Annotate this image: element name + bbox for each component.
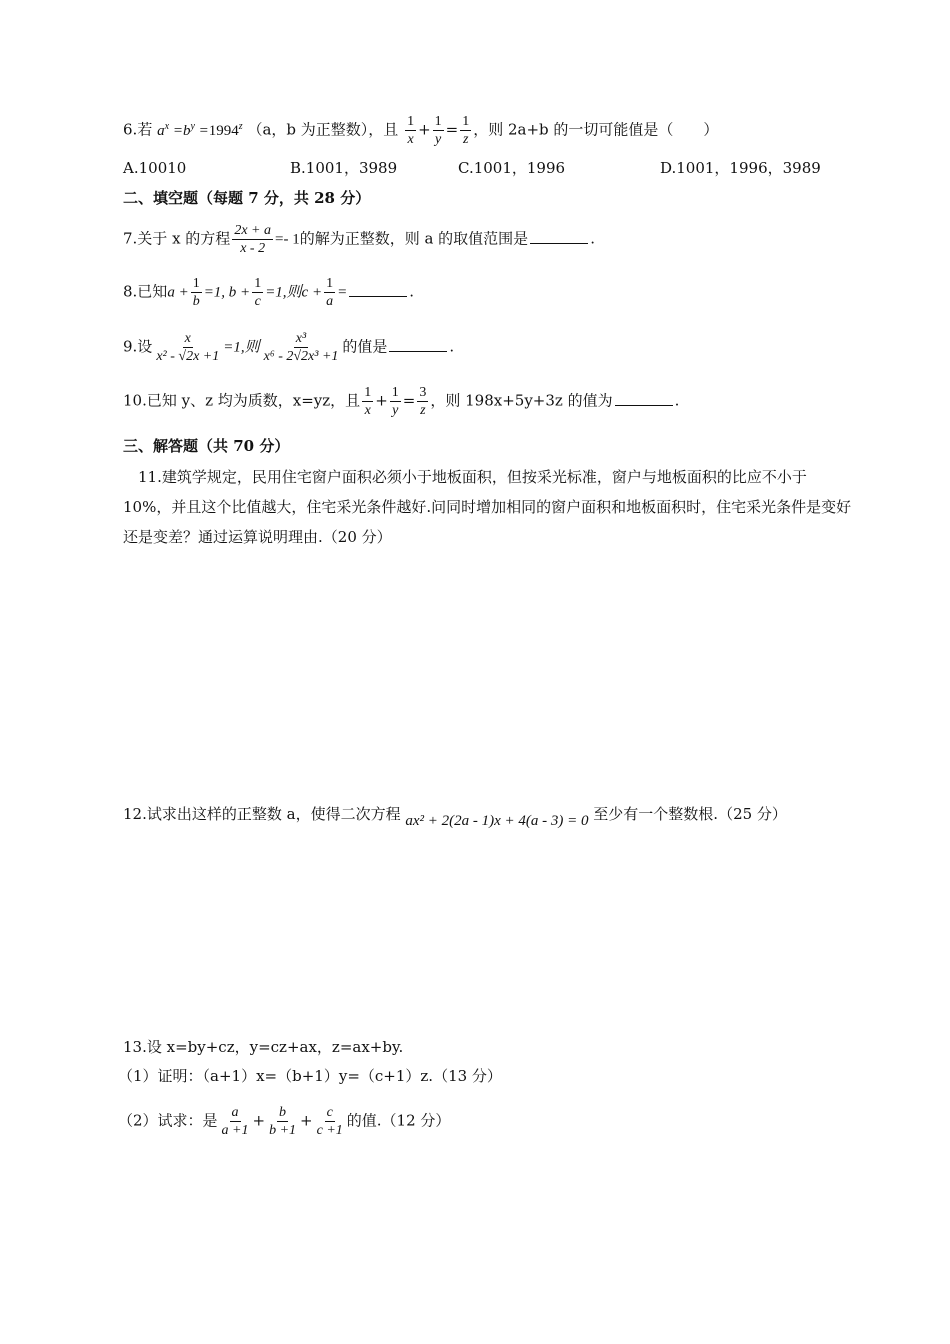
section-heading-solve: 三、解答题（共 70 分） — [123, 437, 290, 455]
question-13-stem: 13.设 x=by+cz，y=cz+ax，z=ax+by. — [123, 1038, 404, 1056]
fraction: $\frac{2x + a}{x - 2}$ — [234, 223, 271, 256]
quadratic-equation: ax² + 2(2a - 1)x + 4(a - 3) = 0 — [405, 813, 589, 829]
fraction: $\frac{1}{y}$ — [391, 385, 399, 418]
fraction: $\frac{b}{b +1}$ — [269, 1105, 297, 1138]
question-12: 12.试求出这样的正整数 a，使得二次方程 ax² + 2(2a - 1)x + 4(a - 3) = 0 至少有一个整数根.（25 分） — [123, 805, 787, 829]
fraction: $\frac{x}{\text{x² - √2x +1}}$ — [156, 331, 220, 364]
question-9: 9.设 $\frac{x}{\text{x² - √2x +1}}$ =1,则 $\frac{\text{x³}}{\text{x⁶ - 2√2x³ +1}}$ 的值是 . — [123, 331, 455, 364]
question-8: 8.已知a + $\frac{1}{b}$ =1, b + $\frac{1}{c}$ =1,则c + $\frac{1}{a}$ = . — [123, 276, 414, 309]
fraction: $\frac{1}{a}$ — [326, 276, 334, 309]
fraction: $\frac{1}{c}$ — [254, 276, 262, 309]
fraction: $\frac{1}{z}$ — [462, 114, 470, 147]
option-b: B.1001，3989 — [290, 159, 398, 177]
answer-blank[interactable] — [530, 229, 588, 244]
question-13-part-1: （1）证明：（a+1）x=（b+1）y=（c+1）z.（13 分） — [118, 1067, 502, 1085]
fraction: $\frac{c}{c +1}$ — [316, 1105, 343, 1138]
answer-blank[interactable] — [615, 391, 673, 406]
question-11: 11.建筑学规定，民用住宅窗户面积必须小于地板面积，但按采光标准，窗户与地板面积的比应不小于 10%，并且这个比值越大，住宅采光条件越好.问同时增加相同的窗户面积和地板面积时，住宅采光条件是变好还是变差？通过运算说明理由.（20 分） — [123, 468, 852, 546]
fraction: $\frac{1}{y}$ — [434, 114, 442, 147]
question-6: 6.若 $a^x =b^y =1994^z$ （a，b 为正整数），且 $\frac{1}{x}$ + $\frac{1}{y}$ = $\frac{1}{z}$ ，则 2a+b 的一切可能值是（ ） — [123, 114, 719, 147]
question-13-part-2: （2）试求：是 $\frac{a}{a +1}$ + $\frac{b}{b +1}$ + $\frac{c}{c +1}$ 的值.（12 分） — [118, 1105, 451, 1138]
q6-equation: $a^x =b^y =1994^z$ — [157, 120, 243, 139]
answer-blank[interactable] — [389, 337, 447, 352]
question-7: 7.关于 x 的方程 $\frac{2x + a}{x - 2}$ =- 1的解为正整数，则 a 的取值范围是 . — [123, 223, 595, 256]
option-c: C.1001，1996 — [458, 159, 566, 177]
option-a: A.10010 — [123, 159, 187, 177]
option-d: D.1001，1996，3989 — [660, 159, 821, 177]
fraction: $\frac{1}{x}$ — [364, 385, 372, 418]
answer-blank[interactable] — [349, 282, 407, 297]
fraction: $\frac{1}{b}$ — [192, 276, 200, 309]
fraction: $\frac{1}{x}$ — [407, 114, 415, 147]
fraction: $\frac{\text{x³}}{\text{x⁶ - 2√2x³ +1}}$ — [263, 331, 339, 364]
section-heading-fill-in: 二、填空题（每题 7 分，共 28 分） — [123, 189, 371, 207]
question-10: 10.已知 y、z 均为质数，x=yz，且 $\frac{1}{x}$ + $\frac{1}{y}$ = $\frac{3}{z}$ ，则 198x+5y+3z 的值为 . — [123, 385, 680, 418]
fraction: $\frac{3}{z}$ — [419, 385, 427, 418]
fraction: $\frac{a}{a +1}$ — [221, 1105, 249, 1138]
